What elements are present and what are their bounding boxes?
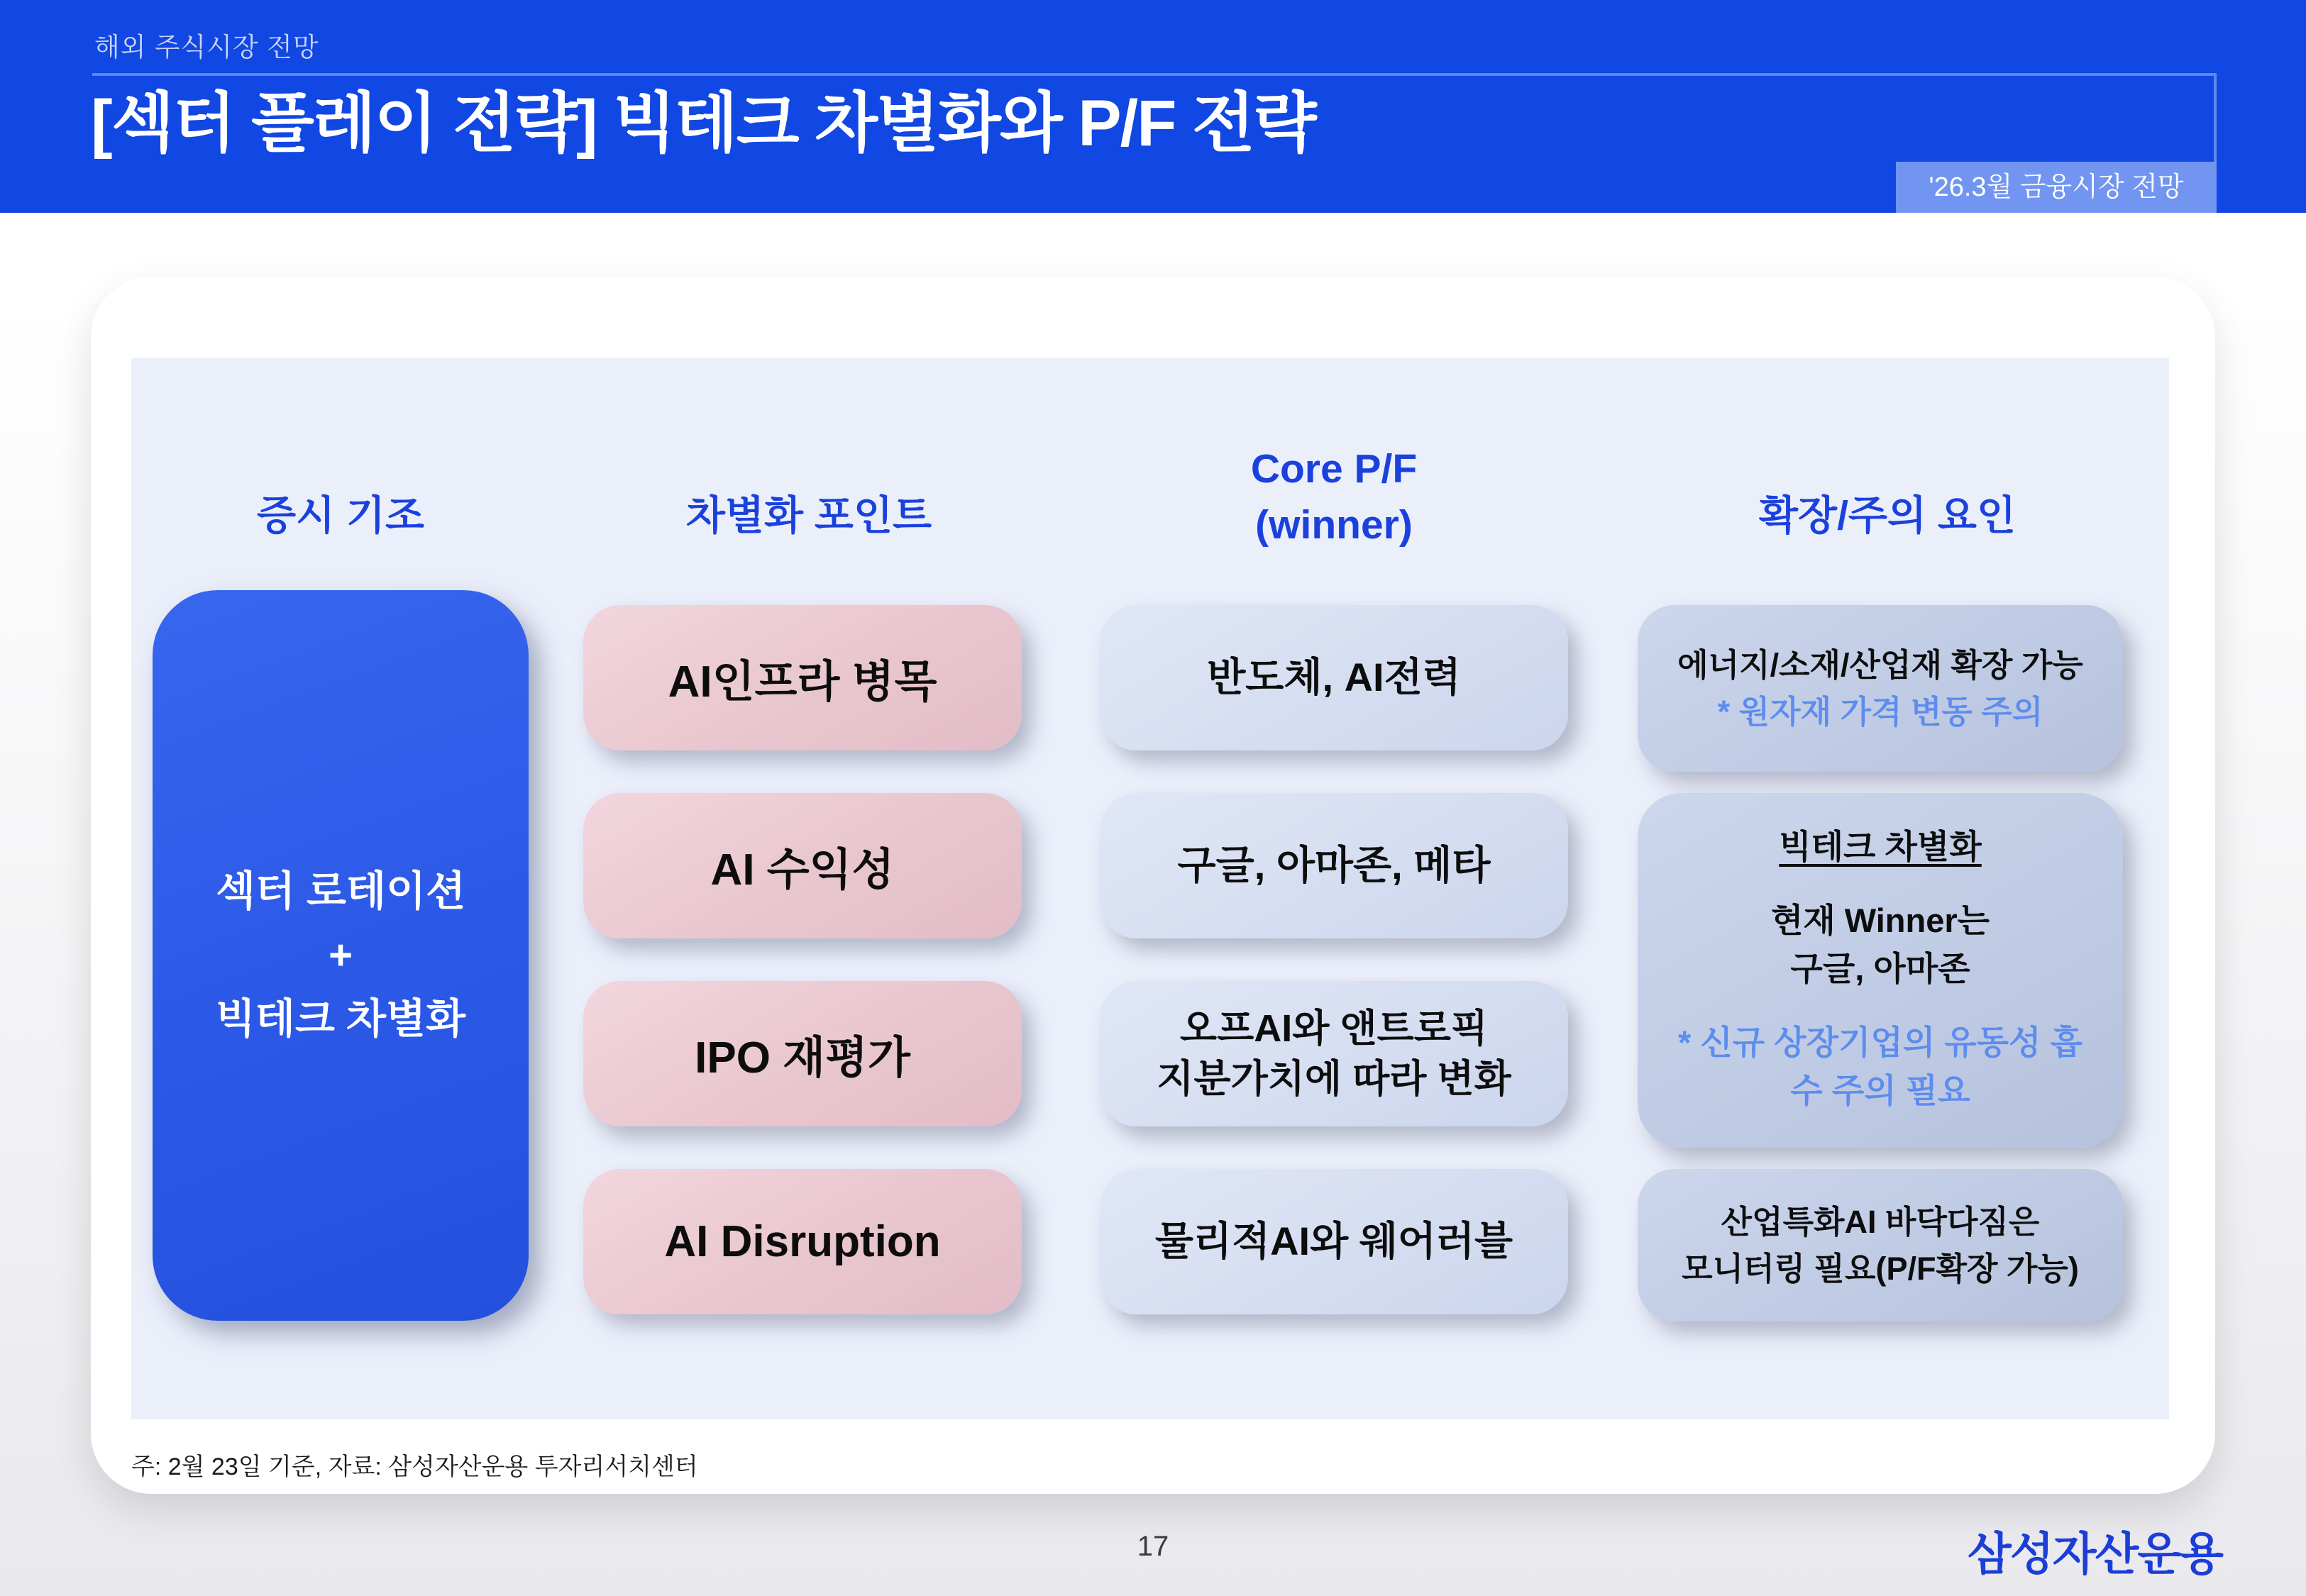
column-header-core xyxy=(1114,441,1554,553)
factor2-note xyxy=(1678,1019,2082,1115)
factor2-body-line1: 현재 Winner는 xyxy=(1770,901,1990,939)
column-header-basis: 증시 기조 xyxy=(256,493,425,538)
edition-badge: '26.3월 금융시장 전망 xyxy=(1896,162,2217,213)
company-logo: 삼성자산운용 xyxy=(1968,1529,2222,1580)
core-box-openai-anthropic xyxy=(1100,981,1568,1126)
factor-box-industry-ai xyxy=(1638,1169,2123,1321)
column-header-core-line2: (winner) xyxy=(1255,501,1413,548)
basis-line1: 섹터 로테이션 xyxy=(215,868,466,915)
basis-line3: 빅테크 차별화 xyxy=(215,995,466,1042)
column-header-points: 차별화 포인트 xyxy=(685,493,932,538)
basis-line2: + xyxy=(329,932,353,979)
factor2-body-line2: 구글, 아마존 xyxy=(1790,949,1970,987)
column-header-factors: 확장/주의 요인 xyxy=(1758,493,2017,538)
factor1-note: * 원자재 가격 변동 주의 xyxy=(1717,693,2043,730)
factor2-title: 빅테크 차별화 xyxy=(1779,828,1982,865)
factor-box-energy-materials xyxy=(1638,605,2123,772)
core-box-semis-power: 반도체, AI전력 xyxy=(1100,605,1568,750)
factor-box-bigtech-differentiation xyxy=(1638,793,2123,1148)
point-box-ai-infra: AI인프라 병목 xyxy=(583,605,1022,750)
core-box-google-amazon-meta: 구글, 아마존, 메타 xyxy=(1100,793,1568,938)
column-header-core-line1: Core P/F xyxy=(1250,446,1418,492)
factor1-main: 에너지/소재/산업재 확장 가능 xyxy=(1677,647,2083,684)
core-box-openai-line2: 지분가치에 따라 변화 xyxy=(1157,1057,1511,1100)
header-rule xyxy=(92,73,2217,76)
header-band xyxy=(0,0,2306,213)
core-box-physical-ai: 물리적AI와 웨어러블 xyxy=(1100,1169,1568,1314)
section-eyebrow: 해외 주식시장 전망 xyxy=(94,33,319,62)
header-rule-right xyxy=(2214,73,2217,165)
point-box-ai-profitability: AI 수익성 xyxy=(583,793,1022,938)
basis-box xyxy=(153,590,529,1321)
source-note: 주: 2월 23일 기준, 자료: 삼성자산운용 투자리서치센터 xyxy=(131,1453,698,1480)
page-title: [섹터 플레이 전략] 빅테크 차별화와 P/F 전략 xyxy=(91,87,1315,160)
factor3-line1: 산업특화AI 바닥다짐은 xyxy=(1721,1204,2040,1241)
core-box-openai-line1: 오프AI와 앤트로픽 xyxy=(1179,1007,1489,1051)
factor3-line2: 모니터링 필요(P/F확장 가능) xyxy=(1682,1250,2079,1287)
factor2-note-line2: 수 주의 필요 xyxy=(1790,1071,1970,1109)
point-box-ai-disruption: AI Disruption xyxy=(583,1169,1022,1314)
factor2-body xyxy=(1771,897,1990,993)
point-box-ipo: IPO 재평가 xyxy=(583,981,1022,1126)
page-number: 17 xyxy=(1137,1531,1169,1562)
factor2-note-line1: * 신규 상장기업의 유동성 흡 xyxy=(1678,1023,2082,1061)
